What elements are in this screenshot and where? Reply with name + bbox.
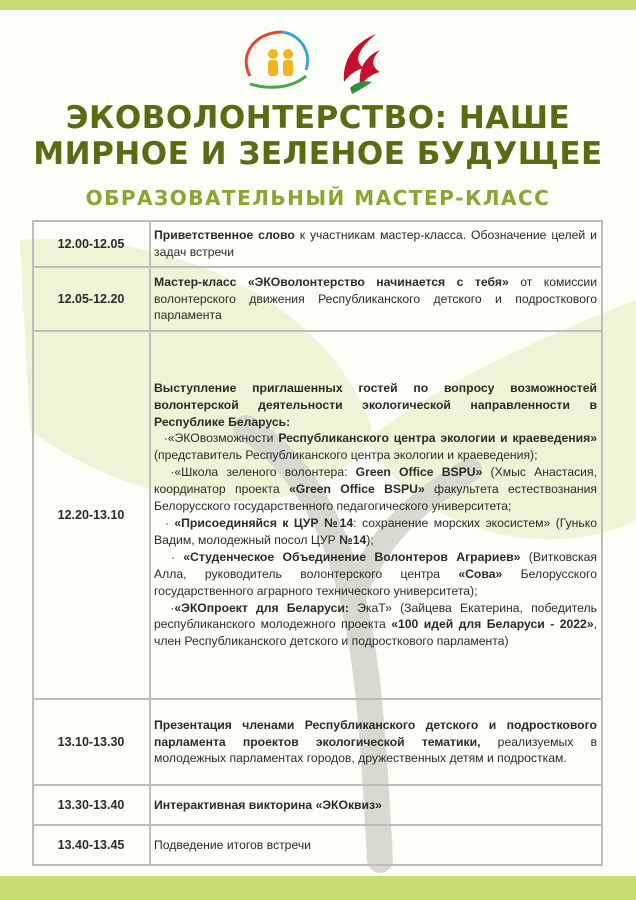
time-cell: 12.05-12.20 [33, 267, 150, 331]
table-row [33, 221, 602, 267]
time-cell: 13.10-13.30 [33, 699, 150, 785]
text: факультета естествознания Белорусского государственного педагогического университета; [154, 482, 598, 514]
description-cell [150, 221, 602, 267]
text: реализуемых в молодежных парламентах городов, дружественных детям и подросткам. [154, 734, 597, 766]
text: Подведение итогов встречи [154, 837, 311, 852]
guest-item [154, 464, 597, 515]
text: к участникам мастер-класса. Обозначение целей и задач встречи [154, 228, 597, 259]
bold-text: «100 идей для Беларуси - 2022» [391, 617, 594, 632]
page-title [0, 100, 636, 172]
guest-item [154, 600, 597, 651]
bold-text: Интерактивная викторина «ЭКОквиз» [154, 797, 382, 812]
description-cell [150, 331, 602, 699]
text: · [170, 600, 175, 615]
guest-item [154, 549, 597, 600]
text: Белорусского государственного аграрного технического университета); [154, 566, 597, 598]
schedule-table [32, 220, 603, 866]
text: (представитель Республиканского центра экологии и краеведения); [154, 448, 538, 463]
bold-text: «Green Office BSPU» [288, 482, 425, 497]
bottom-accent-bar [0, 876, 636, 900]
description-cell [150, 267, 602, 331]
table-row [33, 699, 602, 785]
table-row [33, 825, 602, 865]
text: ЭкаТ» (Зайцева Екатерина, победитель республиканского молодежного проекта [154, 600, 597, 632]
bold-text: Green Office BSPU» [355, 465, 483, 480]
time-cell: 13.40-13.45 [33, 825, 150, 865]
table-row [33, 785, 602, 825]
description-cell [150, 785, 602, 825]
guests-intro: Выступление приглашенных гостей по вопросу возможностей волонтерской деятельности экологической направленности в Республике Беларусь: [154, 380, 597, 429]
page-subtitle: ОБРАЗОВАТЕЛЬНЫЙ МАСТЕР-КЛАСС [85, 186, 551, 210]
red-flame-logo-icon [344, 34, 380, 94]
text: от комиссии волонтерского движения Республиканского детского и подросткового парламента [154, 274, 597, 323]
text: (Витковская Алла, руководитель волонтерского центра [154, 549, 598, 581]
time-cell: 12.20-13.10 [33, 331, 150, 699]
bold-text: «Студенческое Объединение Волонтеров Аграриев» [183, 549, 521, 564]
text: · [164, 516, 175, 530]
description-cell [150, 825, 602, 865]
text: · [170, 549, 184, 564]
table-row [33, 331, 602, 699]
bold-text: «Присоединяйся к ЦУР №14 [174, 516, 354, 530]
text: ·«Школа зеленого волонтера: [170, 465, 356, 480]
time-cell: 12.00-12.05 [33, 221, 150, 267]
bold-text: Презентация членами Республиканского детского и подросткового парламента проектов экологической тематики, [154, 717, 597, 749]
guest-item [154, 430, 597, 464]
title-line-2: МИРНОЕ И ЗЕЛЕНОЕ БУДУЩЕЕ [33, 136, 603, 172]
table-row [33, 267, 602, 331]
description-cell [150, 699, 602, 785]
text: , член Республиканского детского и подросткового парламента) [154, 617, 597, 649]
guest-item [154, 515, 597, 549]
title-line-1: ЭКОВОЛОНТЕРСТВО: НАШЕ [65, 100, 571, 136]
bold-text: Мастер-класс «ЭКОволонтерство начинается с тебя» [154, 274, 509, 289]
bold-text: Приветственное слово [154, 228, 295, 243]
text: ·«ЭКОвозможности [163, 431, 279, 446]
time-cell: 13.30-13.40 [33, 785, 150, 825]
text: (Хмыс Анастасия, координатор проекта [154, 465, 597, 497]
bold-text: «Сова» [458, 566, 503, 581]
logos-group [0, 24, 636, 94]
text: : сохранение морских экосистем» (Гунько Вадим, молодежный посол ЦУР [154, 516, 597, 547]
children-logo-icon [246, 32, 307, 87]
bold-text: «ЭКОпроект для Беларуси: [174, 600, 349, 615]
bold-text: Республиканского центра экологии и краеведения» [278, 431, 597, 446]
text: ); [366, 532, 374, 547]
bold-text: №14 [339, 532, 367, 547]
